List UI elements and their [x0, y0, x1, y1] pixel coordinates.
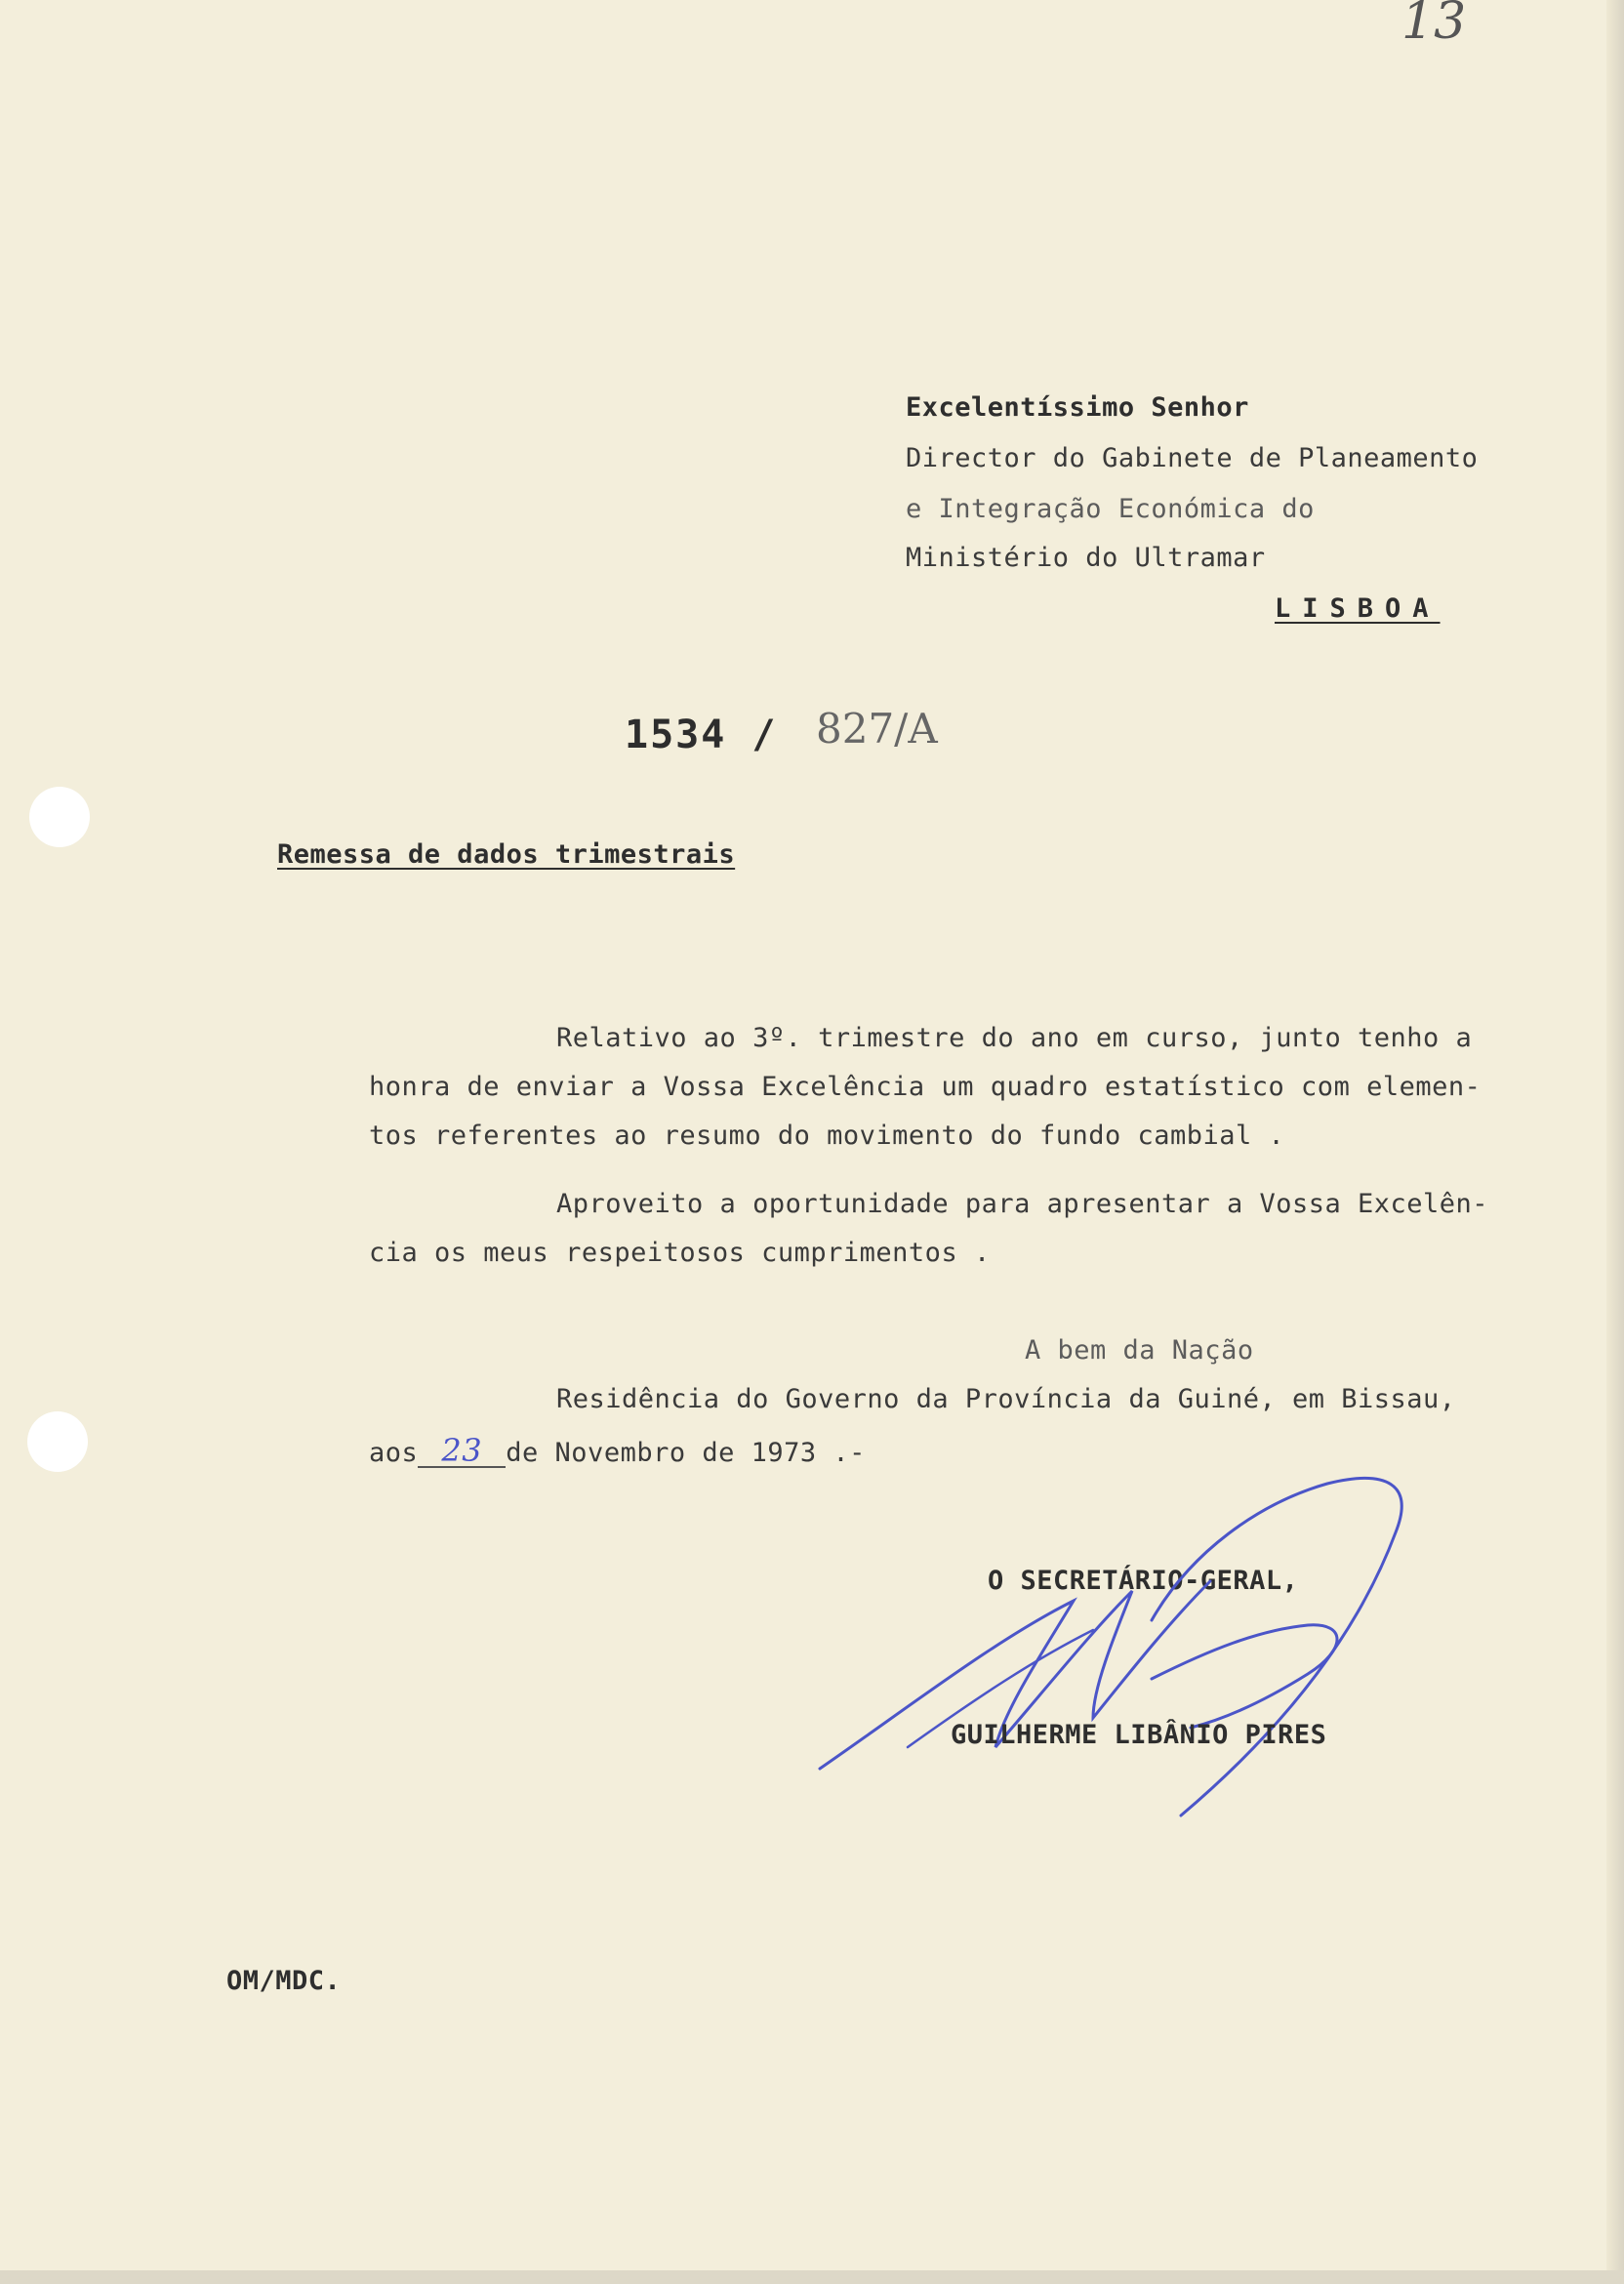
date-day-blank	[418, 1432, 506, 1469]
addressee-line-4: Ministério do Ultramar	[906, 543, 1266, 573]
body-paragraph-1-line-2: honra de enviar a Vossa Excelência um quadro estatístico com elemen-	[369, 1072, 1482, 1102]
date-prefix: aos	[369, 1438, 419, 1468]
date-suffix: de Novembro de 1973 .-	[506, 1438, 866, 1468]
addressee-line-1: Excelentíssimo Senhor	[906, 392, 1249, 423]
punch-hole-top	[29, 787, 90, 847]
reference-number-handwritten: 827/A	[816, 705, 938, 753]
body-paragraph-2-line-1: Aproveito a oportunidade para apresentar a Vossa Excelên-	[556, 1189, 1489, 1219]
handwritten-signature	[800, 1454, 1483, 1825]
page-bottom-edge	[0, 2270, 1624, 2284]
closing-salutation: A bem da Nação	[1025, 1335, 1254, 1366]
subject-heading: Remessa de dados trimestrais	[277, 839, 736, 870]
date-day-handwritten: 23	[441, 1432, 483, 1469]
closing-place-line: Residência do Governo da Província da Guiné, em Bissau,	[556, 1384, 1456, 1414]
closing-date-line	[369, 1432, 866, 1469]
punch-hole-bottom	[27, 1411, 88, 1472]
addressee-line-2: Director do Gabinete de Planeamento	[906, 443, 1479, 473]
page-number-handwritten: 13	[1401, 0, 1467, 51]
typist-initials: OM/MDC.	[226, 1966, 342, 1996]
addressee-city: LISBOA	[1275, 593, 1441, 624]
reference-number-typed: 1534 /	[625, 713, 778, 757]
body-paragraph-1-line-1: Relativo ao 3º. trimestre do ano em curso, junto tenho a	[556, 1023, 1473, 1053]
body-paragraph-1-line-3: tos referentes ao resumo do movimento do fundo cambial .	[369, 1121, 1285, 1151]
signatory-name: GUILHERME LIBÂNIO PIRES	[951, 1720, 1327, 1750]
page-edge-shadow	[1606, 0, 1624, 2284]
body-paragraph-2-line-2: cia os meus respeitosos cumprimentos .	[369, 1238, 991, 1268]
addressee-line-3: e Integração Económica do	[906, 494, 1315, 524]
signature-title: O SECRETÁRIO-GERAL,	[988, 1566, 1299, 1596]
